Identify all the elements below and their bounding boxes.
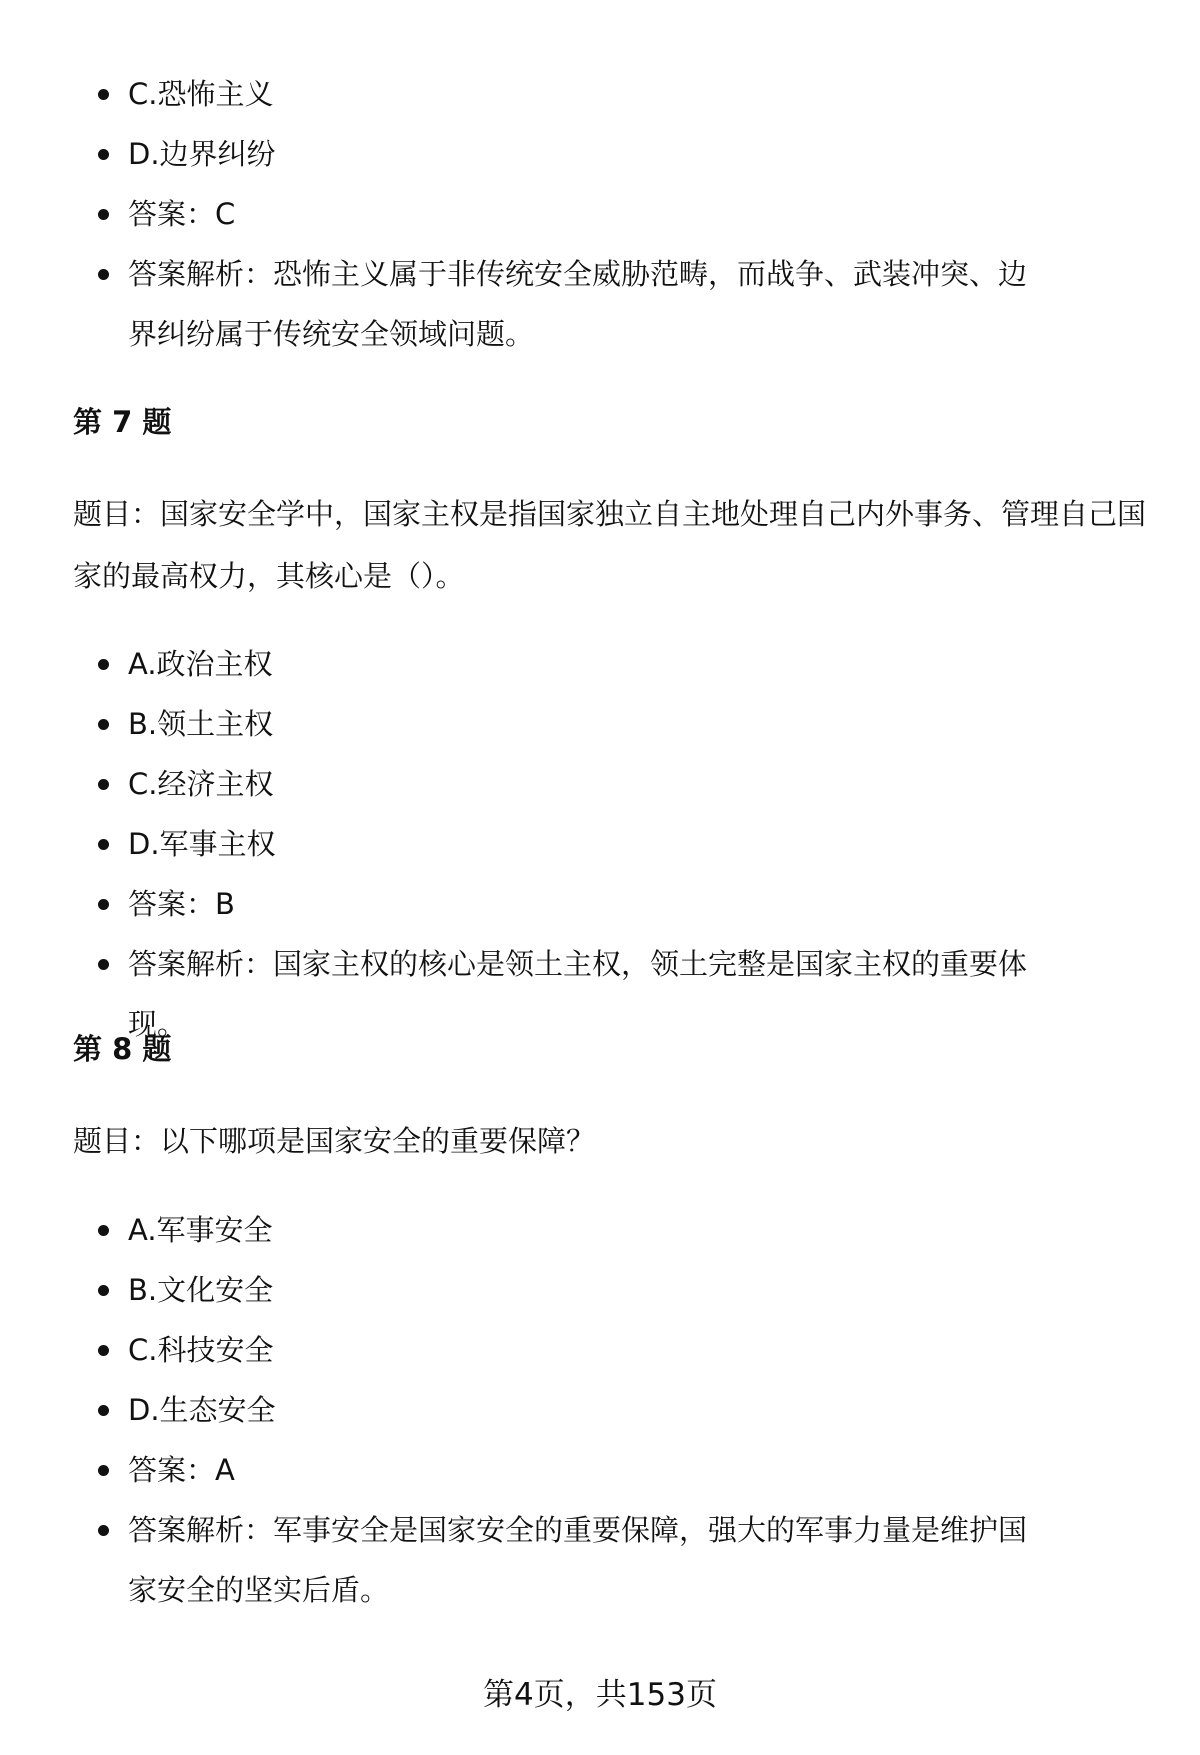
answer: 答案：C [0,184,1030,244]
option-c: C.恐怖主义 [0,64,1030,124]
option-c: C.经济主权 [0,754,1030,814]
option-d: D.边界纠纷 [0,124,1030,184]
question-8-stem: 题目：以下哪项是国家安全的重要保障？ [73,1124,596,1158]
answer-explanation: 答案解析：国家主权的核心是领土主权，领土完整是国家主权的重要体现。 [0,934,1030,1054]
answer-explanation: 答案解析：军事安全是国家安全的重要保障，强大的军事力量是维护国家安全的坚实后盾。 [0,1500,1030,1620]
answer: 答案：B [0,874,1030,934]
page-footer: 第4页，共153页 [483,1677,717,1713]
question-8-options [0,1200,1030,1620]
question-7-stem: 题目：国家安全学中，国家主权是指国家独立自主地处理自己内外事务、管理自己国家的最高权力，其核心是（）。 [73,497,1147,593]
option-a: A.军事安全 [0,1200,1030,1260]
question-7-options [0,634,1030,1054]
option-c: C.科技安全 [0,1320,1030,1380]
answer: 答案：A [0,1440,1030,1500]
question-6-options-continued [0,64,1030,364]
question-8-heading: 第 8 题 [73,1032,172,1066]
option-a: A.政治主权 [0,634,1030,694]
answer-explanation: 答案解析：恐怖主义属于非传统安全威胁范畴，而战争、武装冲突、边界纠纷属于传统安全领域问题。 [0,244,1030,364]
option-d: D.军事主权 [0,814,1030,874]
option-b: B.文化安全 [0,1260,1030,1320]
option-d: D.生态安全 [0,1380,1030,1440]
option-b: B.领土主权 [0,694,1030,754]
question-7-heading: 第 7 题 [73,405,172,439]
